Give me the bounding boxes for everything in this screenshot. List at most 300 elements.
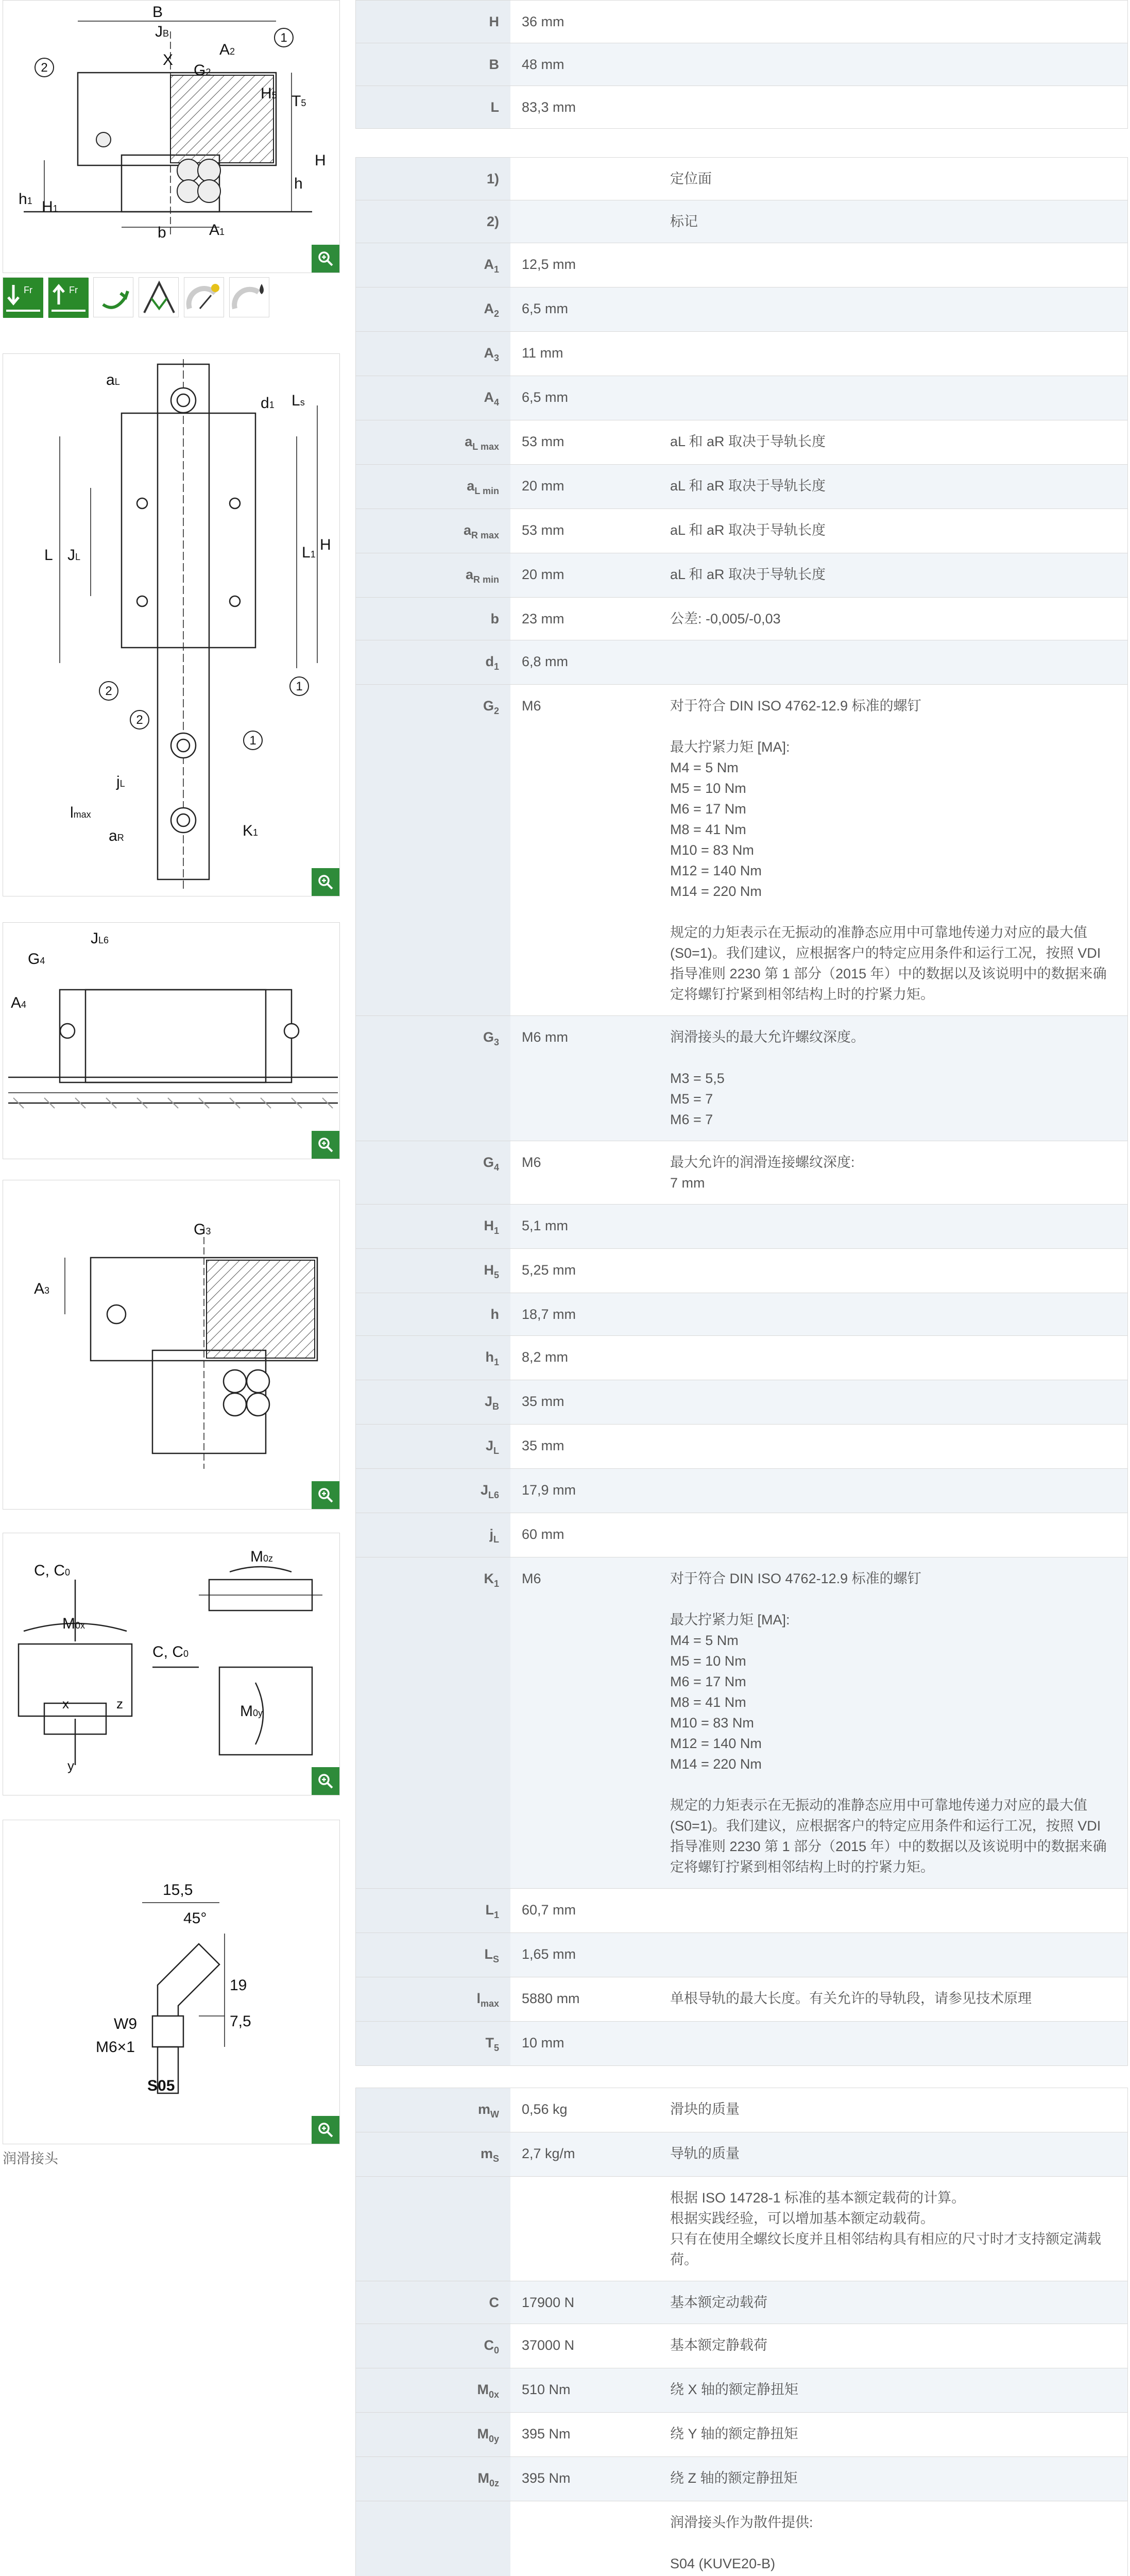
spec-description <box>665 287 1127 331</box>
spec-key <box>356 1513 510 1557</box>
spec-key-text: C <box>484 2337 494 2353</box>
spec-table-dimensions <box>355 157 1128 2066</box>
label-45deg: 45° <box>183 1910 207 1927</box>
spec-value: 37000 N <box>522 2337 575 2353</box>
label-A4: A4 <box>11 994 27 1011</box>
label-b: b <box>158 224 166 241</box>
label-G2: G2 <box>194 62 211 79</box>
cross-section-svg <box>3 1 340 273</box>
spec-description: 润滑接头作为散件提供: S04 (KUVE20-B) <box>670 2515 813 2571</box>
spec-value: 5,25 mm <box>522 1262 576 1278</box>
spec-description: 导轨的质量 <box>665 2132 1127 2176</box>
spec-key <box>356 1141 510 1204</box>
spec-description <box>665 376 1127 420</box>
label-h: h <box>294 175 303 192</box>
spec-description <box>665 1933 1127 1977</box>
zoom-button[interactable] <box>312 245 339 273</box>
spec-description <box>665 243 1127 287</box>
spec-value <box>510 200 665 243</box>
spec-row <box>356 2132 1127 2177</box>
spec-key-subscript: S <box>492 1954 499 1964</box>
spec-row <box>356 332 1127 376</box>
spec-row <box>356 2368 1127 2413</box>
callout-2-text: 2 <box>41 61 48 75</box>
label-s05: S05 <box>147 2077 175 2094</box>
spec-row <box>356 2457 1127 2501</box>
spec-key-subscript: L <box>493 1446 499 1456</box>
spec-key-text: L <box>484 1946 493 1962</box>
spec-row <box>356 2022 1127 2065</box>
spec-description <box>665 332 1127 376</box>
spec-value: M6 <box>522 1155 541 1170</box>
magnifier-icon <box>317 1772 334 1790</box>
spec-key <box>356 1336 510 1380</box>
spec-key-text: d <box>485 654 494 669</box>
spec-key-subscript: 5 <box>493 2043 499 2053</box>
label-H5: H5 <box>261 85 277 102</box>
spec-description <box>665 1205 1127 1248</box>
spec-key <box>356 2368 510 2412</box>
spec-key-text: j <box>489 1527 493 1542</box>
spec-value: 17900 N <box>510 2281 665 2324</box>
spec-value: M6 mm <box>510 1016 665 1141</box>
spec-key-subscript: 0y <box>488 2434 499 2444</box>
callout-2b: 2 <box>136 713 143 727</box>
spec-description: 定位面 <box>670 171 712 187</box>
spec-key <box>356 1933 510 1977</box>
spec-key-text: a <box>465 567 473 582</box>
label-7-5: 7,5 <box>230 2013 251 2030</box>
spec-value: 395 Nm <box>510 2457 665 2501</box>
spec-description <box>665 1889 1127 1933</box>
spec-row <box>356 1141 1127 1205</box>
spec-key-subscript: 5 <box>493 1270 499 1280</box>
spec-value: M6 <box>522 698 541 714</box>
spec-value: 5,1 mm <box>510 1205 665 1248</box>
spec-row <box>356 2281 1127 2324</box>
spec-row <box>356 465 1127 509</box>
spec-key <box>356 43 510 86</box>
magnifier-icon <box>317 873 334 891</box>
drawing-lube-section[interactable] <box>3 1180 340 1510</box>
lube-nipple-caption: 润滑接头 <box>3 2151 58 2166</box>
label-X: X <box>163 52 174 69</box>
spec-key-subscript: 0z <box>489 2478 499 2488</box>
load-up-icon <box>48 277 88 317</box>
load-down-icon <box>3 277 43 317</box>
label-JL6: JL6 <box>91 930 109 947</box>
spec-description: 对于符合 DIN ISO 4762-12.9 标准的螺钉 最大拧紧力矩 [MA]: M4 = 5 Nm M5 = 10 Nm M6 = 17 Nm M8 = 41 Nm M10 = 83 Nm M12 = 140 Nm M14 = 220 Nm 规定的力矩表示在无振动的准静态应用中可靠地传递力对应的最大值 (S0=1)。我们建议，应根据客户的特定应用条件和运行工况，按照 VDI 指导准则 2230 第 1 部分（2015 年）中的数据以及该说明中的数据来确定将螺钉拧紧到相邻结构上时的拧紧力矩。 <box>670 698 1107 1002</box>
spec-row <box>356 2501 1127 2576</box>
spec-key-subscript: 1 <box>493 264 499 275</box>
spec-value: 53 mm <box>522 434 564 449</box>
label-m6: M6×1 <box>96 2039 135 2056</box>
spec-description <box>665 1336 1127 1380</box>
label-cc0-b: C, C0 <box>152 1643 189 1660</box>
spec-key-text: H <box>489 14 499 29</box>
spec-key-subscript: 4 <box>493 1162 499 1173</box>
spec-key <box>356 420 510 464</box>
spec-description: 滑块的质量 <box>670 2102 740 2117</box>
spec-key-text: b <box>490 611 499 626</box>
spec-key <box>356 376 510 420</box>
spec-key-text: a <box>467 478 475 494</box>
load-directions-svg <box>3 1533 340 1795</box>
spec-key-text: 2) <box>486 214 499 229</box>
spec-key-text: A <box>484 257 494 272</box>
lube-nipple-svg <box>3 1820 340 2144</box>
spec-value: 17,9 mm <box>510 1469 665 1513</box>
spec-table-main-dims <box>355 0 1128 129</box>
rigidity-icon <box>139 277 179 317</box>
top-view-svg <box>3 354 340 896</box>
spec-value: 2,7 kg/m <box>510 2132 665 2176</box>
spec-value: 20 mm <box>510 465 665 509</box>
spec-table-loads <box>355 2088 1128 2576</box>
spec-value: 11 mm <box>522 345 563 361</box>
spec-description <box>665 1425 1127 1468</box>
spec-row <box>356 1 1127 43</box>
spec-description: 绕 Z 轴的额定静扭矩 <box>665 2457 1127 2501</box>
label-A2: A2 <box>219 41 235 58</box>
spec-value: 510 Nm <box>510 2368 665 2412</box>
spec-row <box>356 685 1127 1016</box>
label-L: L <box>44 547 53 564</box>
spec-description: 根据 ISO 14728-1 标准的基本额定载荷的计算。 根据实践经验，可以增加基本额定动载荷。 只有在使用全螺纹长度并且相邻结构具有相应的尺寸时才支持额定满载荷。 <box>670 2190 1101 2267</box>
spec-value: 53 mm <box>522 522 564 538</box>
spec-key <box>356 158 510 200</box>
spec-key-text: J <box>480 1482 488 1498</box>
spec-row <box>356 1380 1127 1425</box>
spec-description: 绕 X 轴的额定静扭矩 <box>665 2368 1127 2412</box>
spec-key-subscript: 1 <box>493 1579 499 1589</box>
label-19: 19 <box>230 1977 247 1994</box>
speed-icon <box>184 277 224 317</box>
spec-key-subscript: max <box>480 1998 499 2009</box>
spec-value: 83,3 mm <box>522 99 576 115</box>
spec-key-subscript: 3 <box>493 353 499 363</box>
spec-value <box>510 2501 665 2576</box>
svg-text:Fr: Fr <box>24 285 32 295</box>
label-jL: jL <box>116 773 125 790</box>
spec-key <box>356 1293 510 1335</box>
callout-1b: 1 <box>249 734 256 748</box>
callout-1a: 1 <box>296 680 303 693</box>
spec-key-text: m <box>477 2102 490 2117</box>
spec-key-subscript: S <box>492 2154 499 2164</box>
spec-row <box>356 420 1127 465</box>
spec-description: aL 和 aR 取决于导轨长度 <box>665 465 1127 509</box>
spec-key <box>356 1205 510 1248</box>
magnifier-icon <box>317 2121 334 2139</box>
spec-key-subscript: 1 <box>493 1910 499 1920</box>
spec-row <box>356 1513 1127 1557</box>
spec-value: 36 mm <box>522 14 564 29</box>
spec-row <box>356 2088 1127 2132</box>
label-x: x <box>62 1696 69 1711</box>
spec-key <box>356 465 510 509</box>
callout-2a: 2 <box>105 684 112 698</box>
label-H: H <box>315 152 326 169</box>
drawing-cross-section[interactable] <box>3 0 340 273</box>
spec-key-subscript: B <box>492 1401 499 1412</box>
spec-description <box>665 1293 1127 1335</box>
spec-key <box>356 2281 510 2324</box>
drawing-lube-nipple[interactable] <box>3 1820 340 2144</box>
label-15-5: 15,5 <box>163 1882 193 1899</box>
spec-key <box>356 2324 510 2368</box>
spec-value <box>510 2177 665 2281</box>
spec-key <box>356 509 510 553</box>
drawing-top-view[interactable] <box>3 353 340 896</box>
label-G3: G3 <box>194 1221 211 1238</box>
label-y: y <box>67 1758 74 1773</box>
spec-key-subscript: R max <box>471 530 499 540</box>
magnifier-icon <box>317 250 334 267</box>
spec-key <box>356 200 510 243</box>
label-L1: L1 <box>302 544 316 561</box>
spec-key-subscript: 1 <box>493 1226 499 1236</box>
spec-key-text: a <box>463 522 471 538</box>
spec-key <box>356 332 510 376</box>
spec-key-text: 1) <box>486 171 499 187</box>
spec-key <box>356 1 510 43</box>
spec-key-text: L <box>485 1902 494 1918</box>
spec-key-text: G <box>483 1155 494 1170</box>
lubrication-icon <box>229 277 269 317</box>
spec-key-text: L <box>490 99 499 115</box>
zoom-button[interactable] <box>312 868 339 896</box>
spec-key-text: h <box>490 1307 499 1322</box>
spec-row <box>356 200 1127 243</box>
svg-text:Fr: Fr <box>69 285 78 295</box>
spec-value: 395 Nm <box>522 2426 571 2442</box>
spec-value: 10 mm <box>510 2022 665 2065</box>
spec-key-text: a <box>465 434 473 449</box>
spec-row <box>356 598 1127 640</box>
callout-1-text: 1 <box>280 31 287 45</box>
spec-row <box>356 2413 1127 2457</box>
spec-row <box>356 1977 1127 2022</box>
spec-description <box>665 1380 1127 1424</box>
spec-key <box>356 2022 510 2065</box>
spec-key-text: G <box>483 1029 494 1045</box>
drawings-column <box>0 0 346 2576</box>
spec-key-subscript: L max <box>472 442 499 452</box>
spec-value: 60 mm <box>522 1527 564 1542</box>
spec-value: 1,65 mm <box>510 1933 665 1977</box>
spec-row <box>356 1557 1127 1889</box>
spec-row <box>356 1016 1127 1141</box>
spec-key-text: J <box>484 1394 492 1409</box>
spec-key-text: J <box>485 1438 493 1453</box>
label-T5: T5 <box>292 93 306 110</box>
spec-key <box>356 1557 510 1888</box>
spec-key-subscript: W <box>490 2109 499 2120</box>
spec-row <box>356 1249 1127 1293</box>
spec-description <box>665 1469 1127 1513</box>
spec-key-subscript: L <box>493 1534 499 1545</box>
moment-icon <box>93 277 133 317</box>
magnifier-icon <box>317 1136 334 1154</box>
spec-row <box>356 1469 1127 1513</box>
spec-key-text: M <box>477 2470 489 2486</box>
spec-key <box>356 1977 510 2021</box>
spec-key <box>356 2457 510 2501</box>
spec-description: 绕 Y 轴的额定静扭矩 <box>670 2426 798 2442</box>
spec-row <box>356 1336 1127 1380</box>
spec-key-text: m <box>480 2146 493 2161</box>
spec-value: 8,2 mm <box>522 1349 569 1365</box>
spec-value: 48 mm <box>510 43 665 86</box>
spec-key <box>356 1889 510 1933</box>
label-lmax: lmax <box>70 804 91 821</box>
label-h1: h1 <box>19 191 32 208</box>
spec-value: 20 mm <box>510 553 665 597</box>
label-K1: K1 <box>243 822 259 839</box>
spec-row <box>356 158 1127 200</box>
spec-key-subscript: 0x <box>488 2389 499 2400</box>
label-w9: W9 <box>114 2015 137 2032</box>
spec-value: M6 <box>510 1557 665 1888</box>
spec-row <box>356 1205 1127 1249</box>
spec-key-subscript: L min <box>474 486 499 496</box>
label-moz: M0z <box>250 1548 273 1565</box>
spec-key-text: G <box>483 698 494 714</box>
spec-key <box>356 243 510 287</box>
spec-key-subscript: 0 <box>493 2345 499 2355</box>
spec-key-subscript: 4 <box>493 397 499 408</box>
spec-description <box>665 640 1127 684</box>
spec-key-text: A <box>484 301 494 316</box>
spec-key-text: l <box>476 1991 481 2006</box>
spec-value: 35 mm <box>522 1438 564 1453</box>
spec-row <box>356 640 1127 685</box>
drawing-load-directions[interactable] <box>3 1533 340 1795</box>
spec-row <box>356 1293 1127 1336</box>
spec-value: 12,5 mm <box>522 257 576 272</box>
zoom-button[interactable] <box>312 1767 339 1795</box>
feature-icons <box>3 277 269 317</box>
label-moy: M0y <box>240 1703 263 1720</box>
spec-key <box>356 640 510 684</box>
spec-key <box>356 553 510 597</box>
spec-value: 5880 mm <box>522 1991 580 2006</box>
spec-value: 23 mm <box>522 611 564 626</box>
spec-value: 6,5 mm <box>510 287 665 331</box>
spec-description: 基本额定动载荷 <box>665 2281 1127 2324</box>
spec-key-text: h <box>485 1349 494 1365</box>
spec-key <box>356 2501 510 2576</box>
spec-row <box>356 2177 1127 2281</box>
label-A1: A1 <box>209 222 225 239</box>
spec-key <box>356 287 510 331</box>
spec-key <box>356 2413 510 2456</box>
spec-key-subscript: R min <box>473 574 499 585</box>
spec-key <box>356 1469 510 1513</box>
spec-description: 单根导轨的最大长度。有关允许的导轨段，请参见技术原理 <box>670 1991 1032 2006</box>
zoom-button[interactable] <box>312 1481 339 1509</box>
spec-key <box>356 86 510 128</box>
drawing-side-view[interactable] <box>3 922 340 1159</box>
spec-description: 对于符合 DIN ISO 4762-12.9 标准的螺钉 最大拧紧力矩 [MA]: M4 = 5 Nm M5 = 10 Nm M6 = 17 Nm M8 = 41 Nm M10 = 83 Nm M12 = 140 Nm M14 = 220 Nm 规定的力矩表示在无振动的准静态应用中可靠地传递力对应的最大值 (S0=1)。我们建议，应根据客户的特定应用条件和运行工况，按照 VDI 指导准则 2230 第 1 部分（2015 年）中的数据以及该说明中的数据来确定将螺钉拧紧到相邻结构上时的拧紧力矩。 <box>665 1557 1127 1888</box>
spec-row <box>356 376 1127 420</box>
spec-value: 60,7 mm <box>522 1902 576 1918</box>
label-d1: d1 <box>261 395 275 412</box>
spec-key <box>356 2132 510 2176</box>
spec-row <box>356 509 1127 553</box>
spec-description <box>665 86 1127 128</box>
spec-row <box>356 1933 1127 1977</box>
spec-key-subscript: 2 <box>493 706 499 716</box>
spec-value: 0,56 kg <box>522 2102 568 2117</box>
spec-row <box>356 1889 1127 1933</box>
label-JB: JB <box>155 23 169 40</box>
label-JL: JL <box>67 547 81 564</box>
spec-key-text: C <box>489 2295 499 2310</box>
zoom-button[interactable] <box>312 1131 339 1159</box>
spec-key-text: H <box>484 1262 494 1278</box>
label-aR: aR <box>109 827 124 844</box>
spec-key-text: T <box>485 2035 494 2050</box>
spec-description <box>665 2022 1127 2065</box>
spec-key <box>356 1425 510 1468</box>
spec-key-subscript: 3 <box>493 1037 499 1047</box>
spec-value <box>510 158 665 200</box>
label-Ls: Ls <box>292 392 305 409</box>
spec-description: aL 和 aR 取决于导轨长度 <box>670 434 826 449</box>
spec-key-text: M <box>477 2426 489 2442</box>
spec-value: 6,5 mm <box>510 376 665 420</box>
spec-description: 基本额定静载荷 <box>670 2337 767 2353</box>
spec-value: 18,7 mm <box>510 1293 665 1335</box>
label-mox: M0x <box>62 1615 85 1632</box>
spec-key <box>356 598 510 640</box>
label-cc0-a: C, C0 <box>34 1562 71 1579</box>
label-B: B <box>152 4 163 21</box>
spec-key-subscript: 1 <box>493 1357 499 1367</box>
spec-description <box>665 1513 1127 1557</box>
spec-key <box>356 1016 510 1141</box>
spec-key-text: K <box>484 1571 494 1586</box>
spec-description: aL 和 aR 取决于导轨长度 <box>670 522 826 538</box>
side-view-svg <box>3 923 340 1159</box>
spec-row <box>356 2324 1127 2368</box>
spec-description: aL 和 aR 取决于导轨长度 <box>665 553 1127 597</box>
spec-row <box>356 1425 1127 1469</box>
spec-row <box>356 43 1127 86</box>
spec-key-subscript: L6 <box>488 1490 499 1500</box>
label-G4: G4 <box>28 951 45 968</box>
spec-description <box>665 1249 1127 1293</box>
spec-description <box>665 43 1127 86</box>
spec-row <box>356 553 1127 598</box>
spec-description: 润滑接头的最大允许螺纹深度。 M3 = 5,5 M5 = 7 M6 = 7 <box>665 1016 1127 1141</box>
spec-description: 标记 <box>665 200 1127 243</box>
spec-value: 35 mm <box>510 1380 665 1424</box>
spec-row <box>356 86 1127 128</box>
spec-key <box>356 685 510 1015</box>
spec-key-text: B <box>489 57 499 72</box>
label-aL: aL <box>106 371 120 388</box>
lube-section-svg <box>3 1180 340 1510</box>
zoom-button[interactable] <box>312 2116 339 2144</box>
label-A3: A3 <box>34 1280 50 1297</box>
label-z: z <box>116 1696 123 1711</box>
spec-key <box>356 1249 510 1293</box>
label-H2: H <box>320 536 331 553</box>
spec-key-text: M <box>477 2382 489 2397</box>
